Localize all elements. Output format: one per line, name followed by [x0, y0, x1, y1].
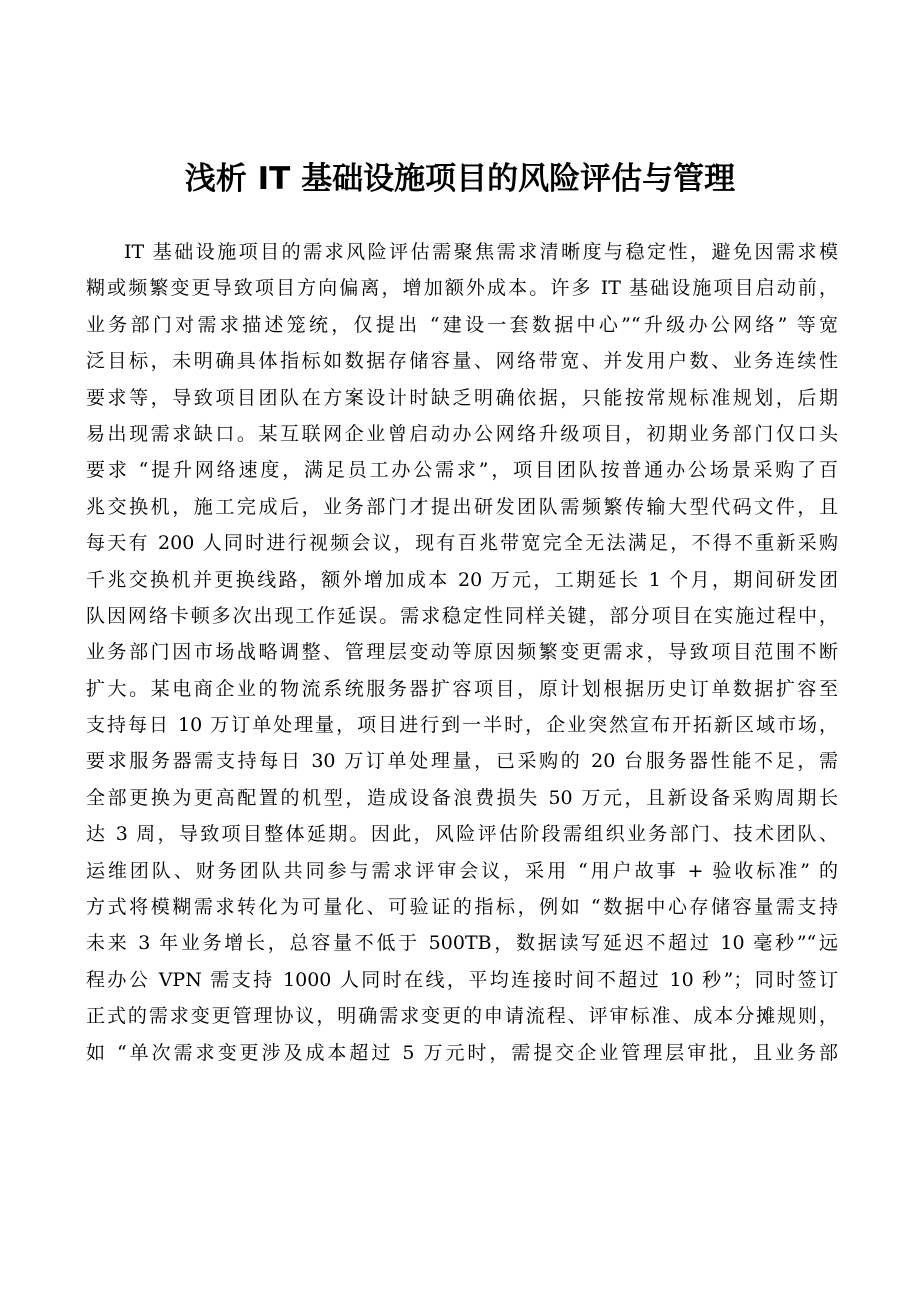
text-line: 方式将模糊需求转化为可量化、可验证的指标，例如 “数据中心存储容量需支持 [86, 896, 838, 919]
body-paragraph [86, 234, 838, 1071]
text-line: 千兆交换机并更换线路，额外增加成本 20 万元，工期延长 1 个月，期间研发团 [86, 568, 838, 591]
text-line: 要求 “提升网络速度，满足员工办公需求”，项目团队按普通办公场景采购了百 [86, 459, 838, 482]
text-line: 泛目标，未明确具体指标如数据存储容量、网络带宽、并发用户数、业务连续性 [86, 350, 838, 373]
text-line: 要求服务器需支持每日 30 万订单处理量，已采购的 20 台服务器性能不足，需 [86, 750, 838, 773]
text-line: 兆交换机，施工完成后，业务部门才提出研发团队需频繁传输大型代码文件，且 [86, 495, 838, 518]
text-line: 达 3 周，导致项目整体延期。因此，风险评估阶段需组织业务部门、技术团队、 [86, 823, 838, 846]
text-line: 程办公 VPN 需支持 1000 人同时在线，平均连接时间不超过 10 秒”；同时签订 [86, 968, 838, 991]
text-line: 正式的需求变更管理协议，明确需求变更的申请流程、评审标准、成本分摊规则， [86, 1005, 838, 1028]
text-line: 糊或频繁变更导致项目方向偏离，增加额外成本。许多 IT 基础设施项目启动前， [86, 277, 838, 300]
text-line: 每天有 200 人同时进行视频会议，现有百兆带宽完全无法满足，不得不重新采购 [86, 532, 838, 555]
text-line: 扩大。某电商企业的物流系统服务器扩容项目，原计划根据历史订单数据扩容至 [86, 677, 838, 700]
text-line: 要求等，导致项目团队在方案设计时缺乏明确依据，只能按常规标准规划，后期 [86, 386, 838, 409]
text-line: 业务部门因市场战略调整、管理层变动等原因频繁变更需求，导致项目范围不断 [86, 641, 838, 664]
text-line: 业务部门对需求描述笼统，仅提出 “建设一套数据中心”“升级办公网络” 等宽 [86, 313, 838, 336]
text-line: 如 “单次需求变更涉及成本超过 5 万元时，需提交企业管理层审批，且业务部 [86, 1041, 838, 1064]
page-title: 浅析 IT 基础设施项目的风险评估与管理 [184, 161, 736, 197]
text-line: 全部更换为更高配置的机型，造成设备浪费损失 50 万元，且新设备采购周期长 [86, 786, 838, 809]
text-line: 未来 3 年业务增长，总容量不低于 500TB，数据读写延迟不超过 10 毫秒”“远 [86, 932, 838, 955]
text-line: 支持每日 10 万订单处理量，项目进行到一半时，企业突然宣布开拓新区域市场， [86, 714, 838, 737]
text-line: 队因网络卡顿多次出现工作延误。需求稳定性同样关键，部分项目在实施过程中， [86, 604, 838, 627]
text-line: 易出现需求缺口。某互联网企业曾启动办公网络升级项目，初期业务部门仅口头 [86, 422, 838, 445]
text-line: 运维团队、财务团队共同参与需求评审会议，采用 “用户故事 + 验收标准” 的 [86, 859, 838, 882]
text-line: IT 基础设施项目的需求风险评估需聚焦需求清晰度与稳定性，避免因需求模 [124, 241, 838, 263]
